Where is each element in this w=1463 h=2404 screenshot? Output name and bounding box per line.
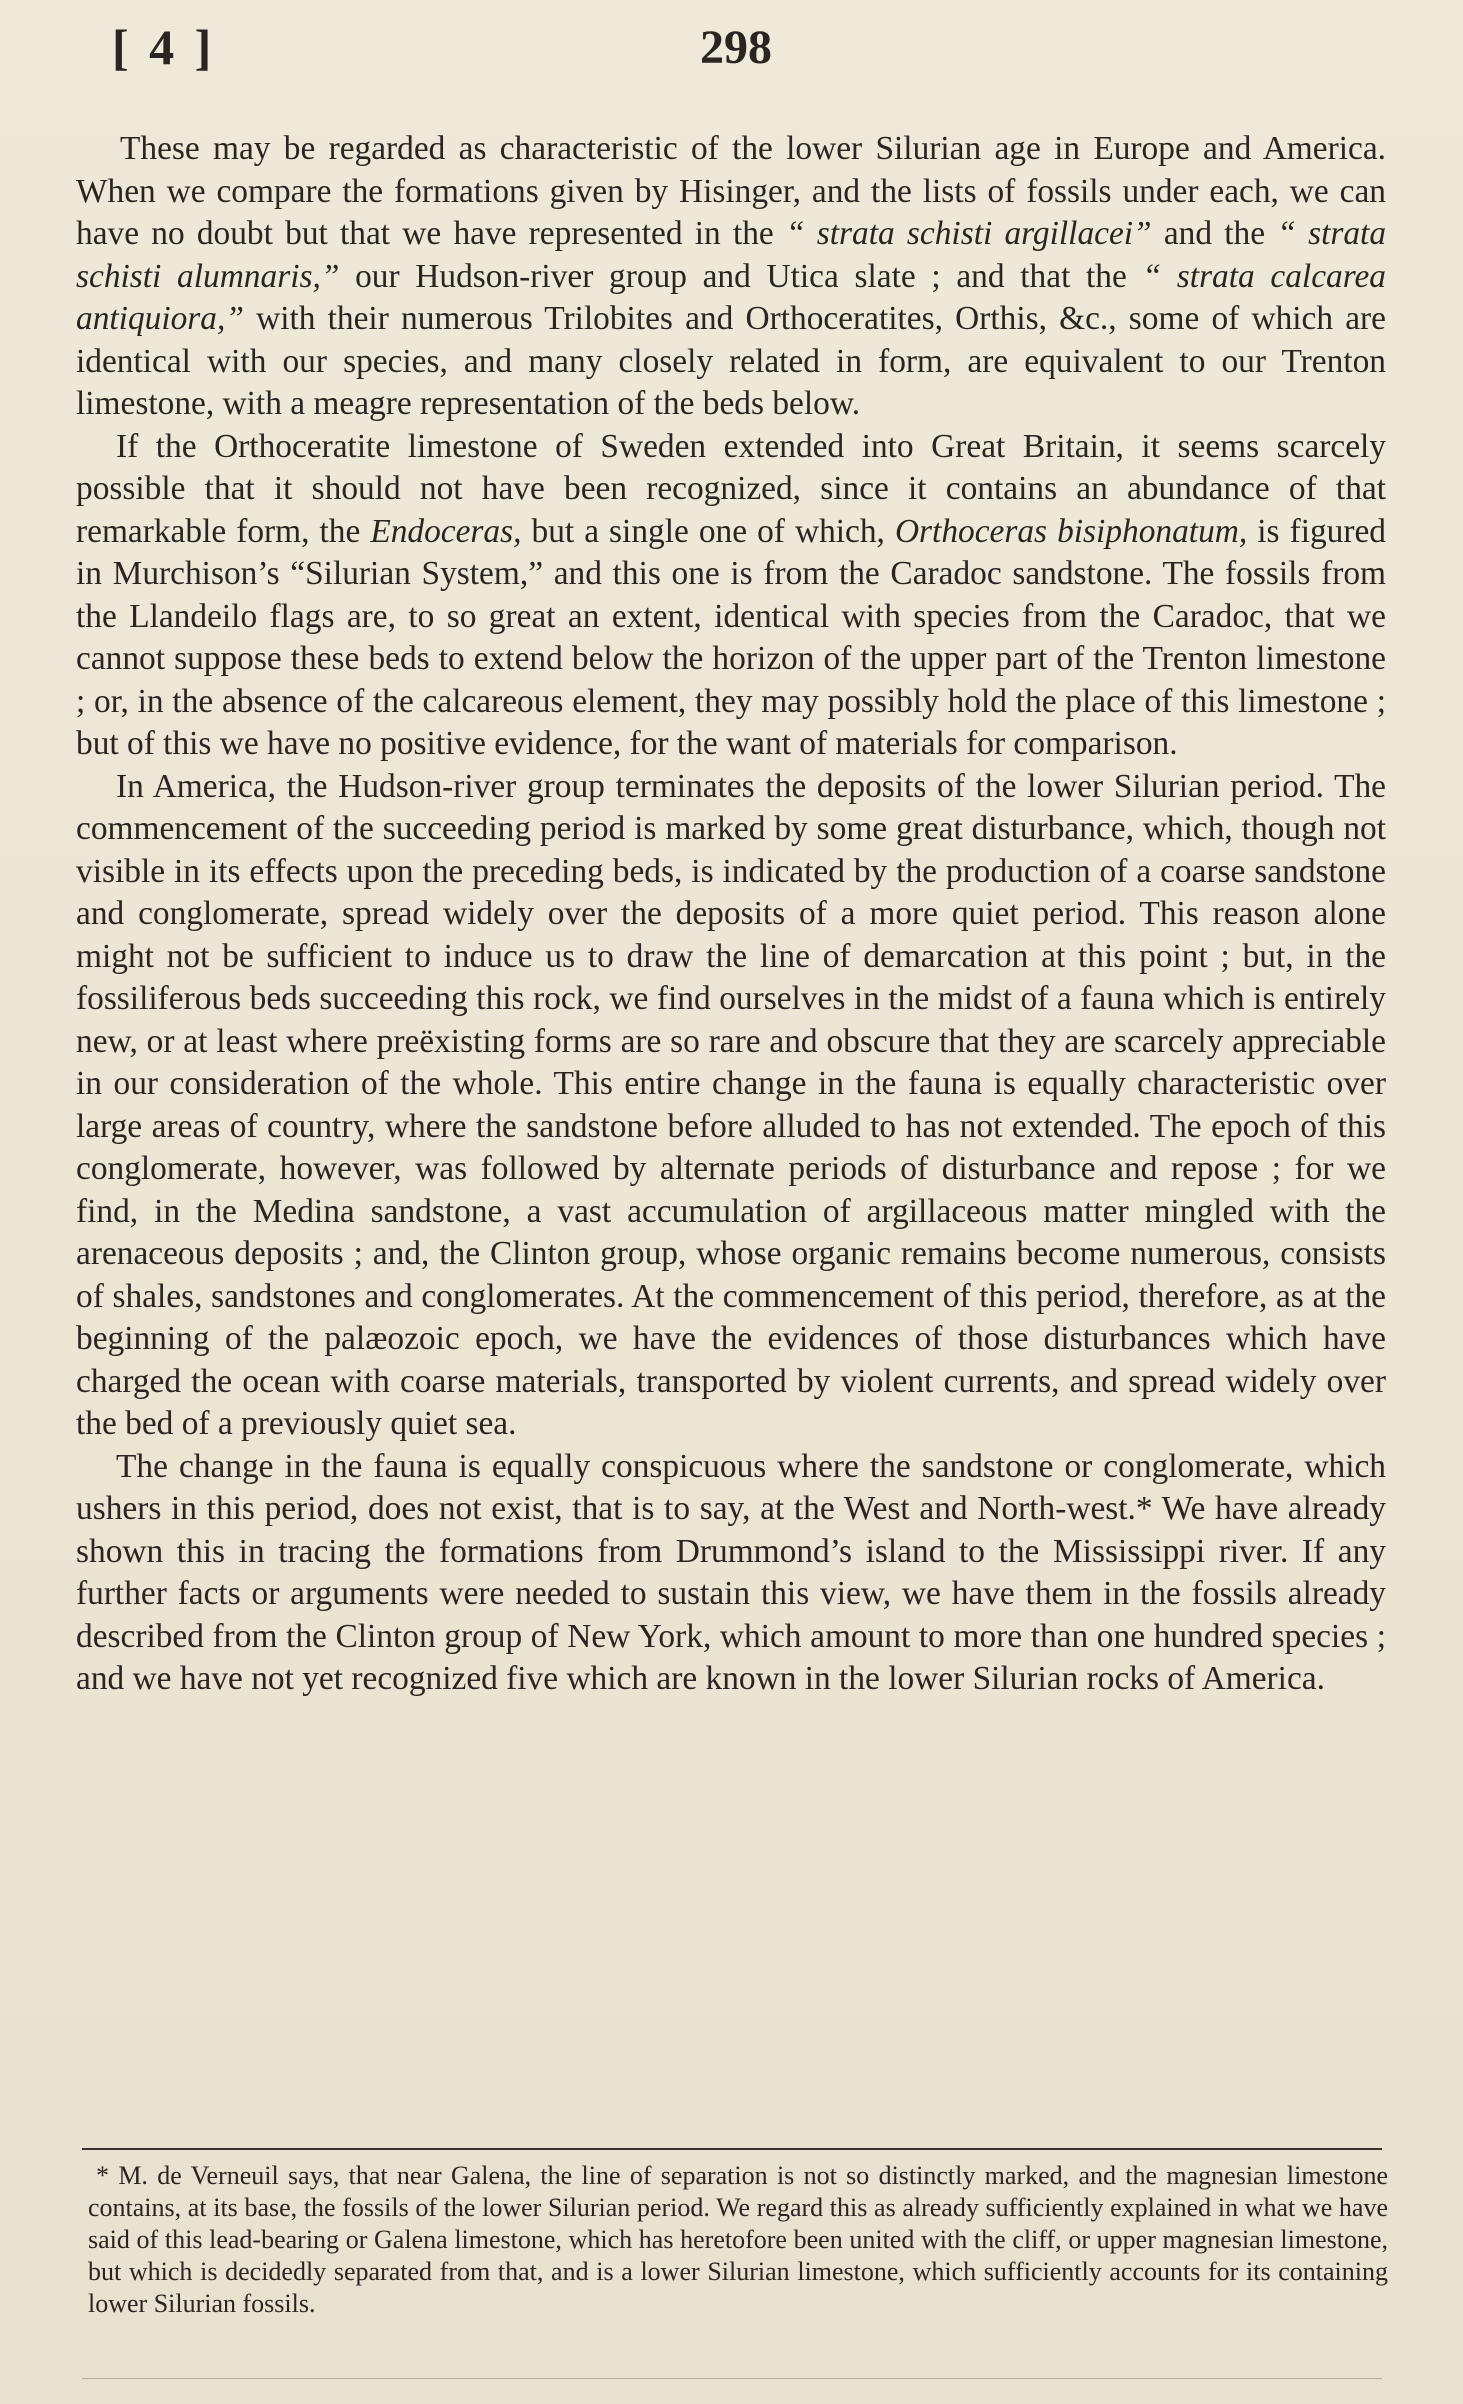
text-run: our Hudson-river group and Utica slate ; and that the — [339, 257, 1143, 295]
species-name: Orthoceras bisiphonatum, — [894, 512, 1248, 550]
text-run: If the Orthoceratite limestone of Sweden extended into Great Britain, it seems scarcely possible that it should not have been recognized, since it contains an abundance of that remarkable form, the — [76, 427, 1386, 550]
bottom-divider — [82, 2378, 1382, 2379]
latin-term: “ strata calcarea antiquiora,” — [76, 257, 1386, 337]
latin-term: “ strata schisti alumnaris,” — [76, 215, 1387, 295]
footnote-divider — [82, 2148, 1382, 2150]
text-run: with their numerous Trilobites and Orthoceratites, Orthis, &c., some of which are identical with our species, and many closely related in form, are equivalent to our Trenton limestone, with a meagre representation of the beds below. — [76, 300, 1386, 422]
text-run: is figured in Murchison’s “Silurian System,” and this one is from the Caradoc sandstone. The fossils from the Llandeilo flags are, to so great an extent, identical with species from the Caradoc, that we cannot suppose these beds to extend below the horizon of the upper part of the Trenton limestone ; or, in the absence of the calcareous element, they may possibly hold the place of this limestone ; but of this we have no positive evidence, for the want of materials for comparison. — [76, 512, 1386, 762]
document-number: [ 4 ] — [112, 19, 216, 75]
genus-name: Endoceras, — [370, 512, 522, 550]
text-run: and the — [1151, 215, 1278, 252]
footnote: * M. de Verneuil says, that near Galena, the line of separation is not so distinctly marked, and the magnesian limestone contains, at its base, the fossils of the lower Silurian period. We regard this as already sufficiently explained in what we have said of this lead-bearing or Galena limestone, which has heretofore been united with the cliff, or upper magnesian limestone, but which is decidedly separated from that, and is a lower Silurian limestone, which sufficiently accounts for its containing lower Silurian fossils. — [88, 2161, 1388, 2318]
paragraph — [76, 128, 1386, 426]
text-run: These may be regarded as characteristic of the lower Silurian age in Europe and America. When we compare the formations given by Hisinger, and the lists of fossils under each, we can have no doubt but that we have represented in the — [76, 130, 1386, 252]
paragraph — [76, 426, 1386, 766]
body-text — [76, 128, 1386, 1701]
running-header — [112, 18, 1402, 88]
paragraph: The change in the fauna is equally conspicuous where the sandstone or conglomerate, which ushers in this period, does not exist, that is to say, at the West and North-west.* We have already shown this in tracing the formations from Drummond’s island to the Mississippi river. If any further facts or arguments were needed to sustain this view, we have them in the fossils already described from the Clinton group of New York, which amount to more than one hundred species ; and we have not yet recognized five which are known in the lower Silurian rocks of America. — [76, 1447, 1386, 1697]
footnote-block — [88, 2160, 1388, 2320]
text-run: but a single one of which, — [521, 512, 895, 550]
latin-term: “ strata schisti argillacei” — [785, 215, 1152, 252]
paragraph: In America, the Hudson-river group terminates the deposits of the lower Silurian period. The commencement of the succeeding period is marked by some great disturbance, which, though not visible in its effects upon the preceding beds, is indicated by the production of a coarse sandstone and conglomerate, spread widely over the deposits of a more quiet period. This reason alone might not be sufficient to induce us to draw the line of demarcation at this point ; but, in the fossiliferous beds succeeding this rock, we find ourselves in the midst of a fauna which is entirely new, or at least where preëxisting forms are so rare and obscure that they are scarcely appreciable in our consideration of the whole. This entire change in the fauna is equally characteristic over large areas of country, where the sandstone before alluded to has not extended. The epoch of this conglomerate, however, was followed by alternate periods of disturbance and repose ; for we find, in the Medina sandstone, a vast accumulation of argillaceous matter mingled with the arenaceous deposits ; and, the Clinton group, whose organic remains become numerous, consists of shales, sandstones and conglomerates. At the commencement of this period, therefore, as at the beginning of the palæozoic epoch, we have the evidences of those disturbances which have charged the ocean with coarse materials, transported by violent currents, and spread widely over the bed of a previously quiet sea. — [76, 767, 1386, 1442]
page-number: 298 — [700, 21, 772, 74]
